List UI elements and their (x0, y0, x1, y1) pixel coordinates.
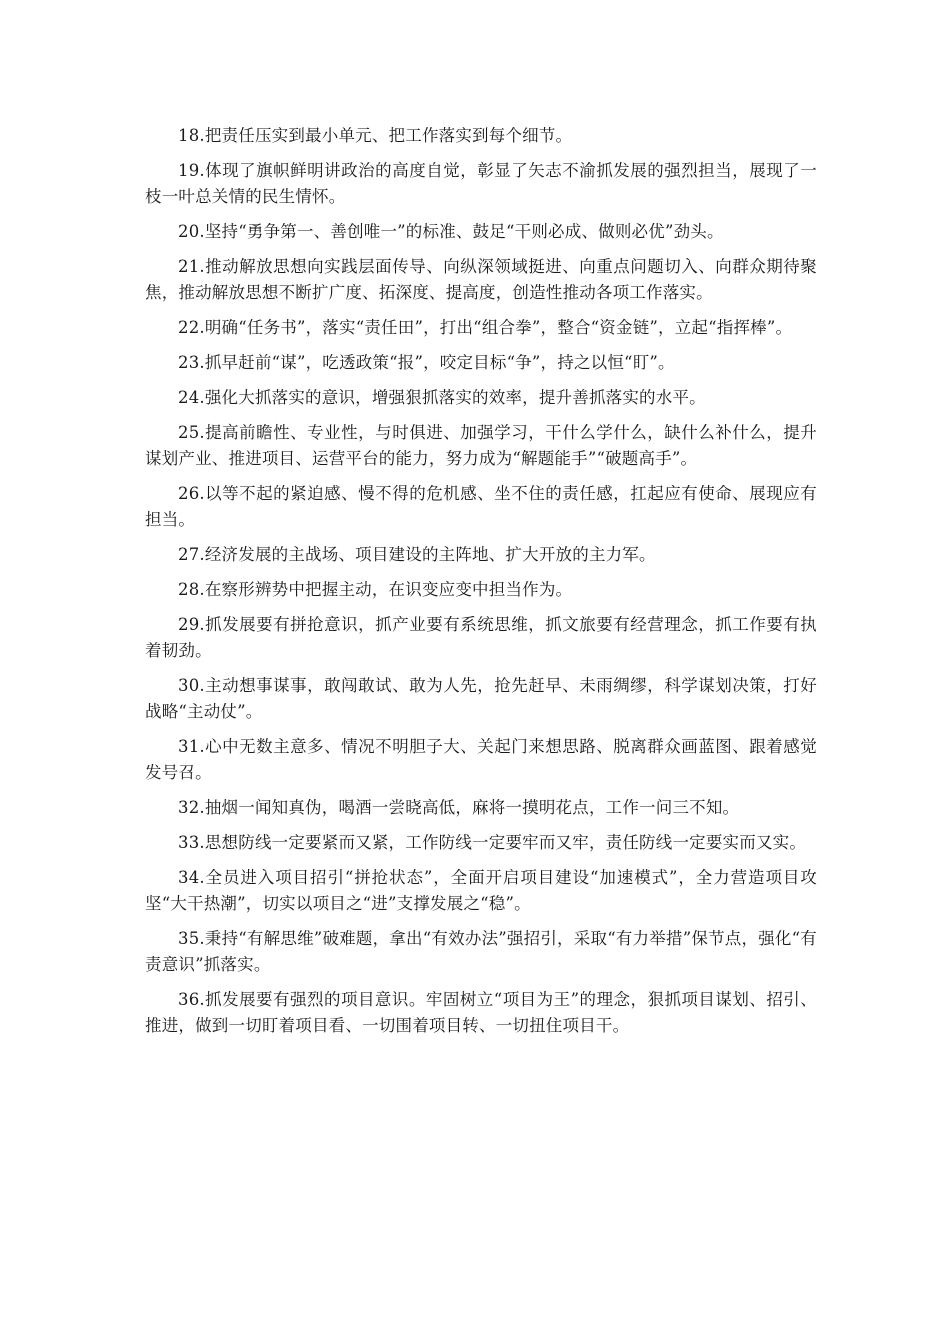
paragraph-18: 18.把责任压实到最小单元、把工作落实到每个细节。 (178, 126, 573, 145)
paragraph-23: 23.抓早赶前“谋”，吃透政策“报”，咬定目标“争”，持之以恒“盯”。 (178, 353, 675, 372)
paragraph-36: 36.抓发展要有强烈的项目意识。牢固树立“项目为王”的理念，狠抓项目谋划、招引、推进，做到一切盯着项目看、一切围着项目转、一切扭住项目干。 (145, 990, 817, 1035)
paragraph-33: 33.思想防线一定要紧而又紧，工作防线一定要牢而又牢，责任防线一定要实而又实。 (178, 833, 807, 852)
paragraph-31: 31.心中无数主意多、情况不明胆子大、关起门来想思路、脱离群众画蓝图、跟着感觉发号召。 (145, 737, 817, 782)
paragraph-22: 22.明确“任务书”，落实“责任田”，打出“组合拳”，整合“资金链”，立起“指挥棒”。 (178, 318, 793, 337)
paragraph-34: 34.全员进入项目招引“拼抢状态”，全面开启项目建设“加速模式”，全力营造项目攻坚“大干热潮”，切实以项目之“进”支撑发展之“稳”。 (145, 868, 817, 913)
paragraph-35: 35.秉持“有解思维”破难题，拿出“有效办法”强招引，采取“有力举措”保节点，强化“有责意识”抓落实。 (145, 929, 817, 974)
paragraph-28: 28.在察形辨势中把握主动，在识变应变中担当作为。 (178, 580, 573, 599)
document-body (145, 123, 817, 1048)
paragraph-32: 32.抽烟一闻知真伪，喝酒一尝晓高低，麻将一摸明花点，工作一问三不知。 (178, 798, 740, 817)
paragraph-20: 20.坚持“勇争第一、善创唯一”的标准、鼓足“干则必成、做则必优”劲头。 (178, 222, 724, 241)
paragraph-30: 30.主动想事谋事，敢闯敢试、敢为人先，抢先赶早、未雨绸缪，科学谋划决策，打好战略“主动仗”。 (145, 676, 817, 721)
paragraph-21: 21.推动解放思想向实践层面传导、向纵深领域挺进、向重点问题切入、向群众期待聚焦，推动解放思想不断扩广度、拓深度、提高度，创造性推动各项工作落实。 (145, 257, 817, 302)
paragraph-26: 26.以等不起的紧迫感、慢不得的危机感、坐不住的责任感，扛起应有使命、展现应有担当。 (145, 484, 817, 529)
paragraph-19: 19.体现了旗帜鲜明讲政治的高度自觉，彰显了矢志不渝抓发展的强烈担当，展现了一枝一叶总关情的民生情怀。 (145, 161, 817, 206)
paragraph-27: 27.经济发展的主战场、项目建设的主阵地、扩大开放的主力军。 (178, 545, 656, 564)
paragraph-24: 24.强化大抓落实的意识，增强狠抓落实的效率，提升善抓落实的水平。 (178, 388, 706, 407)
paragraph-29: 29.抓发展要有拼抢意识，抓产业要有系统思维，抓文旅要有经营理念，抓工作要有执着韧劲。 (145, 615, 817, 660)
paragraph-25: 25.提高前瞻性、专业性，与时俱进、加强学习，干什么学什么，缺什么补什么，提升谋划产业、推进项目、运营平台的能力，努力成为“解题能手”“破题高手”。 (145, 423, 817, 468)
